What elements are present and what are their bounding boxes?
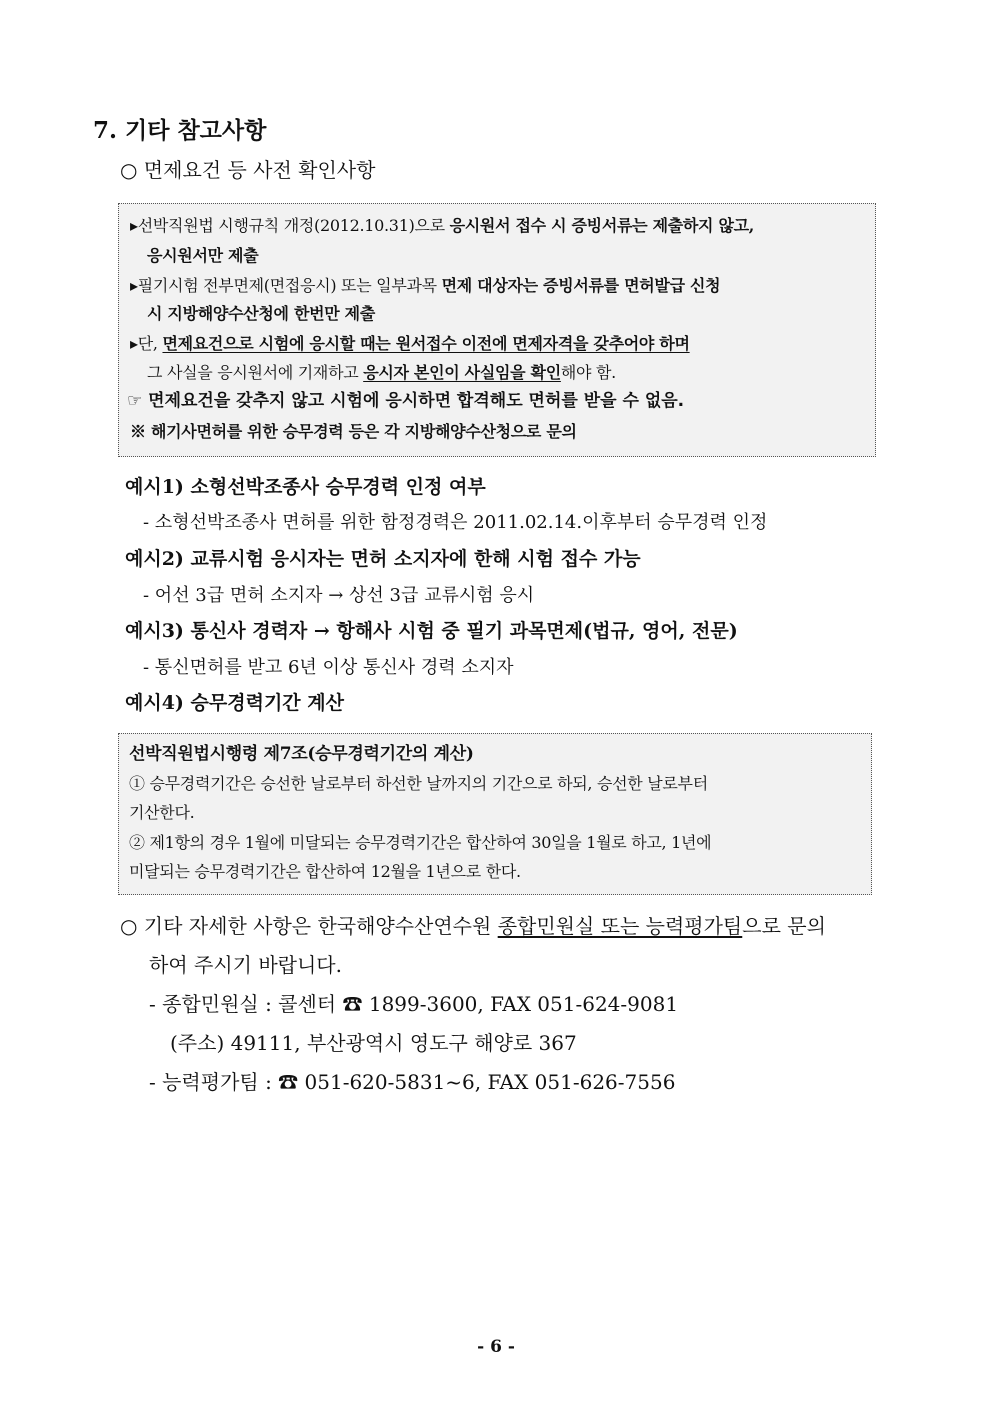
example-detail: - 소형선박조종사 면허를 위한 함정경력은 2011.02.14.이후부터 승무경력 인정 bbox=[143, 512, 768, 533]
page-number: - 6 - bbox=[477, 1337, 515, 1357]
text: ▸단, bbox=[130, 334, 163, 353]
example-heading: 예시4) 승무경력기간 계산 bbox=[125, 692, 344, 714]
text: 면제 대상자는 증빙서류를 면허발급 신청 bbox=[441, 276, 721, 295]
notice-line: 응시원서만 제출 bbox=[147, 246, 259, 265]
contact-line bbox=[120, 916, 826, 936]
notice-line bbox=[130, 218, 754, 234]
contact-phone: - 종합민원실 : 콜센터 ☎ 1899-3600, FAX 051-624-9081 bbox=[149, 992, 679, 1016]
text: 그 사실을 응시원서에 기재하고 bbox=[147, 363, 364, 382]
law-line: 미달되는 승무경력기간은 합산하여 12월을 1년으로 한다. bbox=[129, 862, 521, 881]
notice-box bbox=[118, 203, 876, 457]
example-heading: 예시1) 소형선박조종사 승무경력 인정 여부 bbox=[125, 476, 486, 498]
text: ▸선박직원법 시행규칙 개정(2012.10.31)으로 bbox=[130, 216, 450, 235]
text: 종합민원실 또는 능력평가팀 bbox=[497, 914, 743, 938]
law-line: ② 제1항의 경우 1월에 미달되는 승무경력기간은 합산하여 30일을 1월로 하고, 1년에 bbox=[129, 833, 712, 852]
contact-line: 하여 주시기 바랍니다. bbox=[149, 953, 342, 977]
contact-address: (주소) 49111, 부산광역시 영도구 해양로 367 bbox=[170, 1031, 577, 1055]
example-detail: - 통신면허를 받고 6년 이상 통신사 경력 소지자 bbox=[143, 657, 514, 678]
text: ▸필기시험 전부면제(면접응시) 또는 일부과목 bbox=[130, 276, 442, 295]
subheading: ○ 면제요건 등 사전 확인사항 bbox=[120, 158, 376, 182]
example-detail: - 어선 3급 면허 소지자 → 상선 3급 교류시험 응시 bbox=[143, 585, 535, 606]
text: 해야 함. bbox=[560, 363, 616, 382]
contact-phone: - 능력평가팀 : ☎ 051-620-5831~6, FAX 051-626-7556 bbox=[149, 1070, 676, 1094]
text: ○ 기타 자세한 사항은 한국해양수산연수원 bbox=[120, 914, 498, 938]
text: 응시원서 접수 시 증빙서류는 제출하지 않고, bbox=[449, 216, 755, 235]
law-line: ① 승무경력기간은 승선한 날로부터 하선한 날까지의 기간으로 하되, 승선한 날로부터 bbox=[129, 774, 708, 793]
note-line: ※ 해기사면허를 위한 승무경력 등은 각 지방해양수산청으로 문의 bbox=[130, 422, 577, 441]
example-heading: 예시2) 교류시험 응시자는 면허 소지자에 한해 시험 접수 가능 bbox=[125, 548, 641, 570]
notice-line bbox=[147, 365, 616, 381]
notice-line: 시 지방해양수산청에 한번만 제출 bbox=[147, 304, 375, 323]
text: 으로 문의 bbox=[742, 914, 826, 938]
section-title: 7. 기타 참고사항 bbox=[93, 117, 267, 144]
text: 응시자 본인이 사실임을 확인 bbox=[363, 363, 561, 382]
law-line: 기산한다. bbox=[129, 803, 195, 822]
law-title: 선박직원법시행령 제7조(승무경력기간의 계산) bbox=[129, 744, 474, 764]
notice-line bbox=[130, 336, 690, 352]
notice-line bbox=[130, 278, 720, 294]
example-heading: 예시3) 통신사 경력자 → 항해사 시험 중 필기 과목면제(법규, 영어, 전문) bbox=[125, 620, 738, 642]
warning-line: ☞ 면제요건을 갖추지 않고 시험에 응시하면 합격해도 면허를 받을 수 없음. bbox=[127, 391, 685, 411]
text: 면제요건으로 시험에 응시할 때는 원서접수 이전에 면제자격을 갖추어야 하며 bbox=[162, 334, 690, 353]
